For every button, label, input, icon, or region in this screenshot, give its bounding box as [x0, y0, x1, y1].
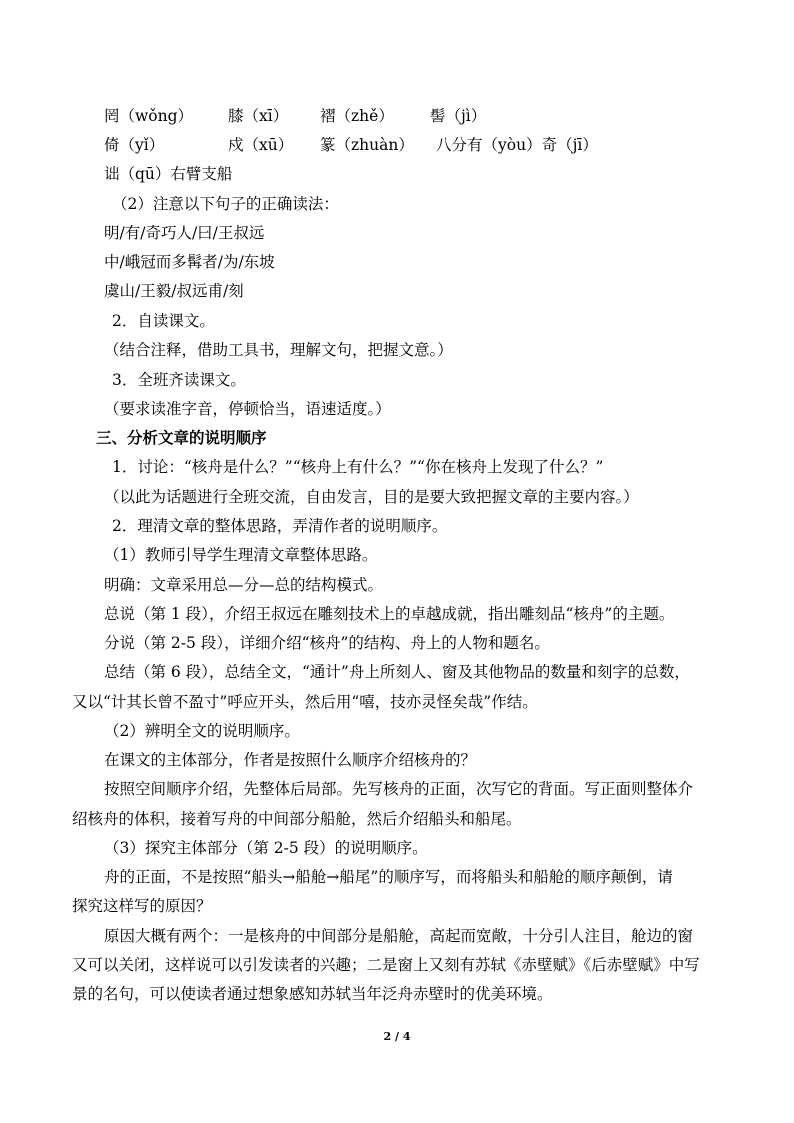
pron-item: 篆（zhuàn）: [320, 136, 414, 154]
text-line: 景的名句，可以使读者通过想象感知苏轼当年泛舟赤壁时的优美环境。: [72, 985, 553, 1003]
text-line: 中/峨冠而多髯者/为/东坡: [104, 253, 275, 271]
text-line: （要求读准字音，停顿恰当，语速适度。）: [104, 400, 391, 418]
text-line: 明/有/奇巧人/曰/王叔远: [104, 224, 265, 242]
text-line: 按照空间顺序介绍，先整体后局部。先写核舟的正面，次写它的背面。写正面则整体介: [104, 780, 694, 798]
text-line: 探究这样写的原因？: [72, 897, 212, 915]
text-line: （3）探究主体部分（第 2-5 段）的说明顺序。: [104, 839, 428, 857]
pron-item: 髻（jì）: [430, 107, 487, 125]
text-line: 分说（第 2-5 段），详细介绍“核舟”的结构、舟上的人物和题名。: [104, 634, 550, 652]
text-line: 虞山/王毅/叔远甫/刻: [104, 282, 244, 300]
text-line: 总说（第 1 段），介绍王叔远在雕刻技术上的卓越成就，指出雕刻品“核舟”的主题。: [104, 605, 675, 623]
text-line: 又以“计其长曾不盈寸”呼应开头，然后用“嘻，技亦灵怪矣哉”作结。: [72, 693, 538, 711]
section-heading: 三、分析文章的说明顺序: [96, 428, 267, 447]
pron-item: 戍（xū）: [228, 136, 294, 154]
pron-item: 膝（xī）: [228, 107, 289, 125]
page-number: 2 / 4: [383, 1030, 411, 1043]
text-line: 2．自读课文。: [112, 312, 215, 330]
text-line: （1）教师引导学生理清文章整体思路。: [104, 546, 378, 564]
text-line: 2．理清文章的整体思路，弄清作者的说明顺序。: [112, 517, 448, 535]
text-line: 在课文的主体部分，作者是按照什么顺序介绍核舟的？: [104, 751, 477, 769]
pron-item: 八分有（yòu）奇（jī）: [436, 136, 598, 154]
text-line: 原因大概有两个：一是核舟的中间部分是船舱，高起而宽敞，十分引人注目，舱边的窗: [104, 927, 694, 945]
text-line: 又可以关闭，这样说可以引发读者的兴趣；二是窗上又刻有苏轼《赤壁赋》《后赤壁赋》中写: [72, 956, 700, 974]
text-line: 诎（qū）右臂支船: [104, 165, 233, 183]
text-line: （结合注释，借助工具书，理解文句，把握文意。）: [104, 341, 453, 359]
text-line: 舟的正面，不是按照“船头→船舱→船尾”的顺序写，而将船头和船舱的顺序颠倒，请: [104, 868, 673, 886]
text-line: 3．全班齐读课文。: [112, 371, 246, 389]
text-line: （2）注意以下句子的正确读法：: [112, 195, 339, 213]
pron-item: 罔（wǒng）: [104, 107, 194, 125]
text-line: 绍核舟的体积，接着写舟的中间部分船舱，然后介绍船头和船尾。: [72, 810, 522, 828]
pron-item: 褶（zhě）: [320, 107, 394, 125]
text-line: 1．讨论：“核舟是什么？”“核舟上有什么？”“你在核舟上发现了什么？”: [112, 458, 604, 476]
pron-item: 倚（yǐ）: [104, 136, 165, 154]
text-line: 明确：文章采用总—分—总的结构模式。: [104, 576, 384, 594]
text-line: （以此为话题进行全班交流，自由发言，目的是要大致把握文章的主要内容。）: [104, 488, 639, 506]
text-line: 总结（第 6 段），总结全文，“通计”舟上所刻人、窗及其他物品的数量和刻字的总数，: [104, 663, 690, 681]
text-line: （2）辨明全文的说明顺序。: [104, 722, 300, 740]
